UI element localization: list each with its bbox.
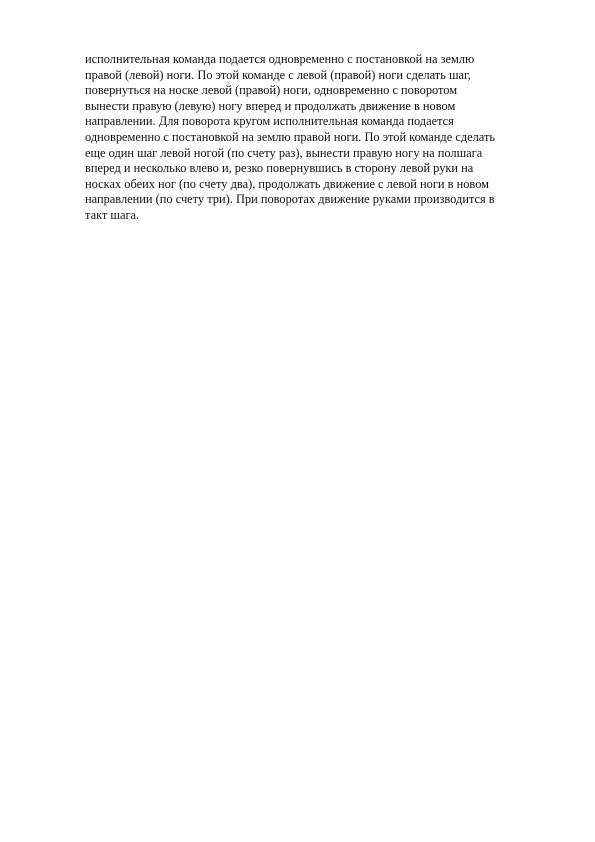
text-line: одновременно с постановкой на землю правой ноги. По этой команде сделать [85, 129, 496, 144]
text-line: вперед и несколько влево и, резко повернувшись в сторону левой руки на [85, 161, 474, 176]
text-line: вынести правую (левую) ногу вперед и продолжать движение в новом [85, 98, 456, 113]
text-line: направлении (по счету три). При поворотах движение руками производится в [85, 192, 495, 207]
text-line: исполнительная команда подается одновременно с постановкой на землю [85, 52, 475, 66]
body-paragraph [85, 52, 555, 224]
text-line: повернуться на носке левой (правой) ноги, одновременно с поворотом [85, 83, 458, 98]
text-line: такт шага. [85, 207, 140, 222]
text-line: носках обеих ног (по счету два), продолжать движение с левой ноги в новом [85, 176, 489, 191]
text-line: направлении. Для поворота кругом исполнительная команда подается [85, 114, 454, 129]
text-line: правой (левой) ноги. По этой команде с левой (правой) ноги сделать шаг, [85, 67, 471, 82]
text-line: еще один шаг левой ногой (по счету раз), вынести правую ногу на полшага [85, 145, 483, 160]
